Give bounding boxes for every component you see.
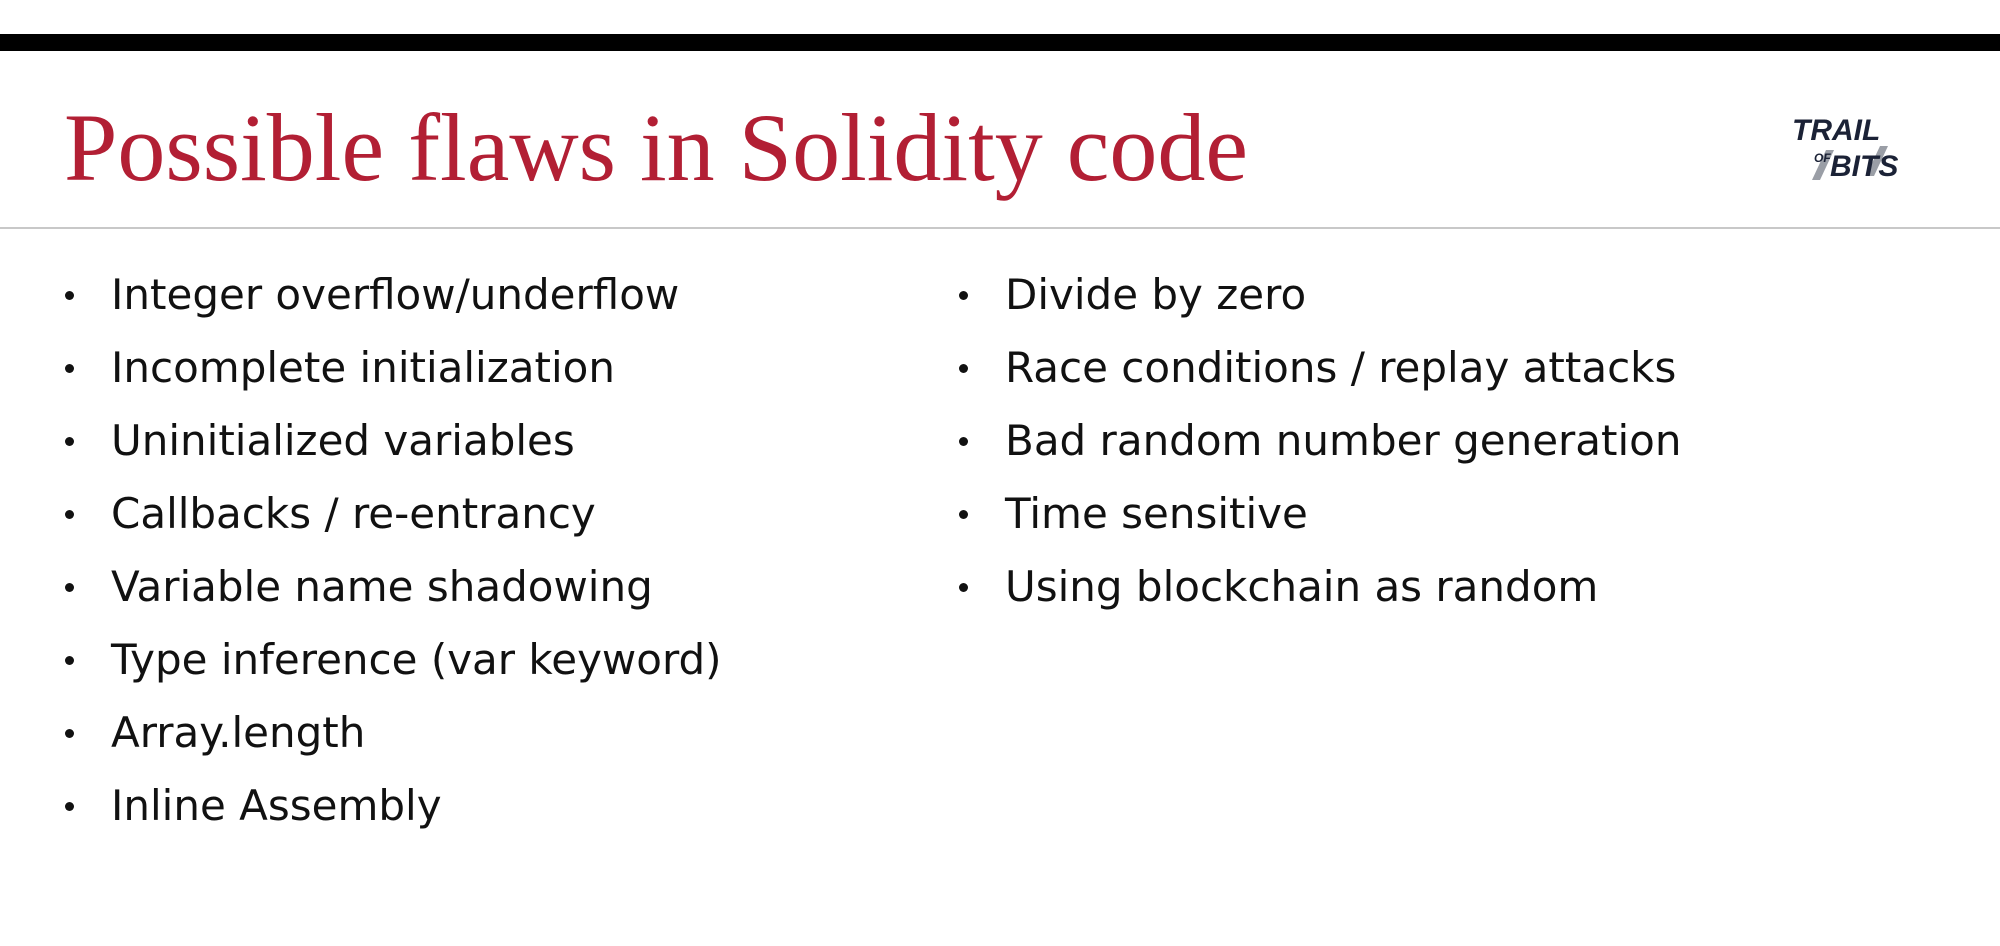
- list-item: [62, 404, 722, 477]
- bullet-icon: [65, 364, 74, 373]
- list-item: [62, 550, 722, 623]
- list-item-text: Type inference (var keyword): [111, 635, 722, 684]
- logo-bits-text: BITS: [1830, 150, 1899, 183]
- list-item-text: Integer overflow/underflow: [111, 270, 680, 319]
- list-item: [956, 550, 1682, 623]
- list-item: [62, 258, 722, 331]
- list-item: [956, 258, 1682, 331]
- bullet-icon: [65, 291, 74, 300]
- bullet-icon: [65, 729, 74, 738]
- bullet-icon: [65, 510, 74, 519]
- top-border: [0, 34, 2000, 51]
- list-item: [956, 404, 1682, 477]
- list-item: [62, 477, 722, 550]
- list-item: [62, 769, 722, 842]
- list-item-text: Uninitialized variables: [111, 416, 575, 465]
- list-item: [62, 331, 722, 404]
- list-item-text: Incomplete initialization: [111, 343, 615, 392]
- bullet-icon: [65, 583, 74, 592]
- logo-trail-text: TRAIL: [1792, 114, 1881, 147]
- left-bullet-list: [62, 258, 722, 842]
- list-item-text: Race conditions / replay attacks: [1005, 343, 1677, 392]
- bullet-icon: [959, 510, 968, 519]
- bullet-icon: [65, 437, 74, 446]
- list-item-text: Time sensitive: [1005, 489, 1308, 538]
- list-item-text: Callbacks / re-entrancy: [111, 489, 596, 538]
- trail-of-bits-logo: [1790, 110, 1910, 186]
- logo-of-text: OF: [1814, 151, 1831, 165]
- header-divider: [0, 227, 2000, 229]
- list-item-text: Divide by zero: [1005, 270, 1307, 319]
- list-item-text: Inline Assembly: [111, 781, 442, 830]
- bullet-icon: [65, 656, 74, 665]
- list-item-text: Array.length: [111, 708, 366, 757]
- list-item: [62, 623, 722, 696]
- list-item-text: Bad random number generation: [1005, 416, 1682, 465]
- list-item: [62, 696, 722, 769]
- list-item: [956, 331, 1682, 404]
- bullet-icon: [959, 437, 968, 446]
- right-bullet-list: [956, 258, 1682, 623]
- bullet-icon: [959, 291, 968, 300]
- list-item-text: Variable name shadowing: [111, 562, 653, 611]
- bullet-icon: [65, 802, 74, 811]
- list-item-text: Using blockchain as random: [1005, 562, 1599, 611]
- bullet-icon: [959, 583, 968, 592]
- bullet-icon: [959, 364, 968, 373]
- slide-title: Possible flaws in Solidity code: [64, 94, 1248, 201]
- list-item: [956, 477, 1682, 550]
